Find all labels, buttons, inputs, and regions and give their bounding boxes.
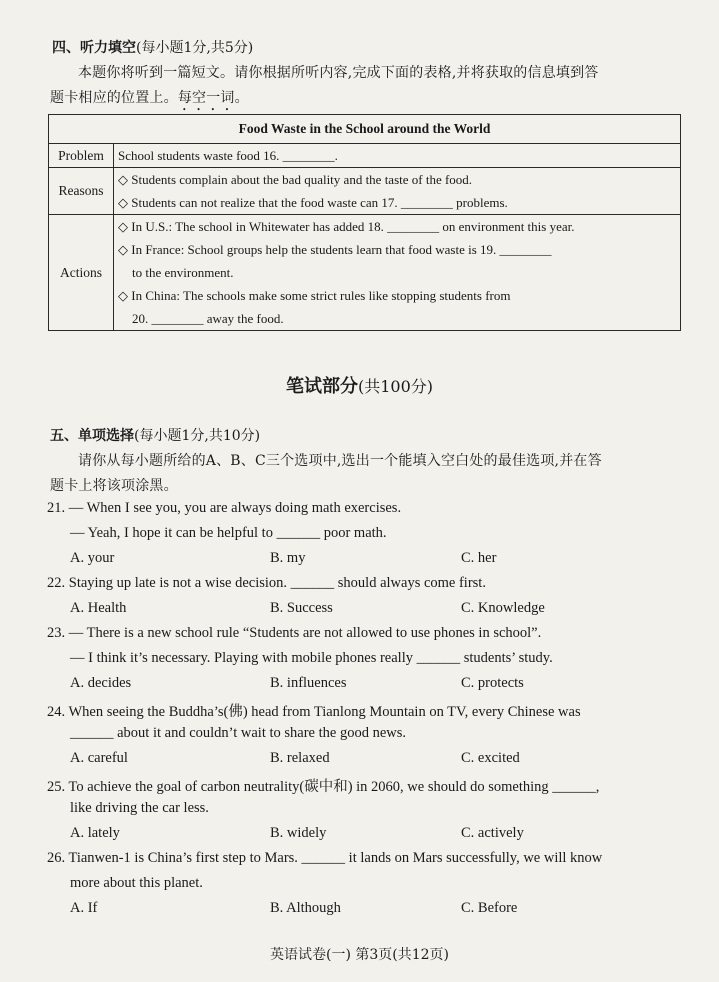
table-line: to the environment. <box>132 265 234 280</box>
listening-intro-line2: 题卡相应的位置上。每空一词。 <box>50 90 249 106</box>
q21-option-b[interactable]: B. my <box>270 550 306 566</box>
table-line: ◇ Students complain about the bad quality and the taste of the food. <box>118 172 473 187</box>
choice-intro-line2: 题卡上将该项涂黑。 <box>50 478 178 494</box>
question-26-line1: 26. Tianwen-1 is China’s first step to Mars. ______ it lands on Mars successfully, we will know <box>47 850 603 866</box>
q22-option-a[interactable]: A. Health <box>70 600 127 616</box>
row-label-reasons: Reasons <box>49 168 114 215</box>
q25-option-c[interactable]: C. actively <box>461 825 524 841</box>
choice-intro-line1: 请你从每小题所给的A、B、C三个选项中,选出一个能填入空白处的最佳选项,并在答 <box>78 453 602 469</box>
q21-option-c[interactable]: C. her <box>461 550 497 566</box>
table-line: ◇ In U.S.: The school in Whitewater has added 18. ________ on environment this year. <box>118 219 575 234</box>
question-24-line2: ______ about it and couldn’t wait to share the good news. <box>70 725 406 741</box>
q25-option-b[interactable]: B. widely <box>270 825 327 841</box>
table-line: ◇ In China: The schools make some strict rules like stopping students from <box>118 288 511 303</box>
question-22-line1: 22. Staying up late is not a wise decision. ______ should always come first. <box>47 575 486 591</box>
q23-option-b[interactable]: B. influences <box>270 675 347 691</box>
written-part-title: 笔试部分(共100分) <box>285 376 434 397</box>
row-label-actions: Actions <box>49 215 114 331</box>
q22-option-b[interactable]: B. Success <box>270 600 333 616</box>
table-line: ◇ Students can not realize that the food waste can 17. ________ problems. <box>118 195 508 210</box>
question-21-line2: — Yeah, I hope it can be helpful to ______ poor math. <box>70 525 387 541</box>
table-line: 20. ________ away the food. <box>132 311 284 326</box>
listening-section-title: 四、听力填空(每小题1分,共5分) <box>52 40 254 56</box>
page-footer: 英语试卷(一) 第3页(共12页) <box>269 947 450 963</box>
table-line: School students waste food 16. ________. <box>118 148 338 163</box>
question-23-line2: — I think it’s necessary. Playing with mobile phones really ______ students’ study. <box>70 650 553 666</box>
q26-option-a[interactable]: A. If <box>70 900 98 916</box>
question-25-line1: 25. To achieve the goal of carbon neutrality(碳中和) in 2060, we should do something ______, <box>47 779 600 795</box>
listening-intro-line1: 本题你将听到一篇短文。请你根据所听内容,完成下面的表格,并将获取的信息填到答 <box>78 65 599 81</box>
q21-option-a[interactable]: A. your <box>70 550 115 566</box>
question-21-line1: 21. — When I see you, you are always doing math exercises. <box>47 500 402 516</box>
question-23-line1: 23. — There is a new school rule “Students are not allowed to use phones in school”. <box>47 625 542 641</box>
question-25-line2: like driving the car less. <box>70 800 209 816</box>
q26-option-b[interactable]: B. Although <box>270 900 341 916</box>
choice-section-title: 五、单项选择(每小题1分,共10分) <box>50 428 261 444</box>
problem-cell <box>114 144 681 168</box>
question-24-line1: 24. When seeing the Buddha’s(佛) head from Tianlong Mountain on TV, every Chinese was <box>47 704 581 720</box>
q24-option-c[interactable]: C. excited <box>461 750 520 766</box>
reasons-cell <box>114 168 681 215</box>
q23-option-c[interactable]: C. protects <box>461 675 524 691</box>
q22-option-c[interactable]: C. Knowledge <box>461 600 545 616</box>
table-heading: Food Waste in the School around the World <box>49 115 681 144</box>
q25-option-a[interactable]: A. lately <box>70 825 120 841</box>
food-waste-table <box>48 114 681 331</box>
row-label-problem: Problem <box>49 144 114 168</box>
q26-option-c[interactable]: C. Before <box>461 900 518 916</box>
q23-option-a[interactable]: A. decides <box>70 675 132 691</box>
table-line: ◇ In France: School groups help the students learn that food waste is 19. ________ <box>118 242 552 257</box>
question-26-line2: more about this planet. <box>70 875 203 891</box>
actions-cell <box>114 215 681 331</box>
q24-option-a[interactable]: A. careful <box>70 750 128 766</box>
q24-option-b[interactable]: B. relaxed <box>270 750 330 766</box>
emphasized-instruction: 每空一词 <box>177 90 235 106</box>
